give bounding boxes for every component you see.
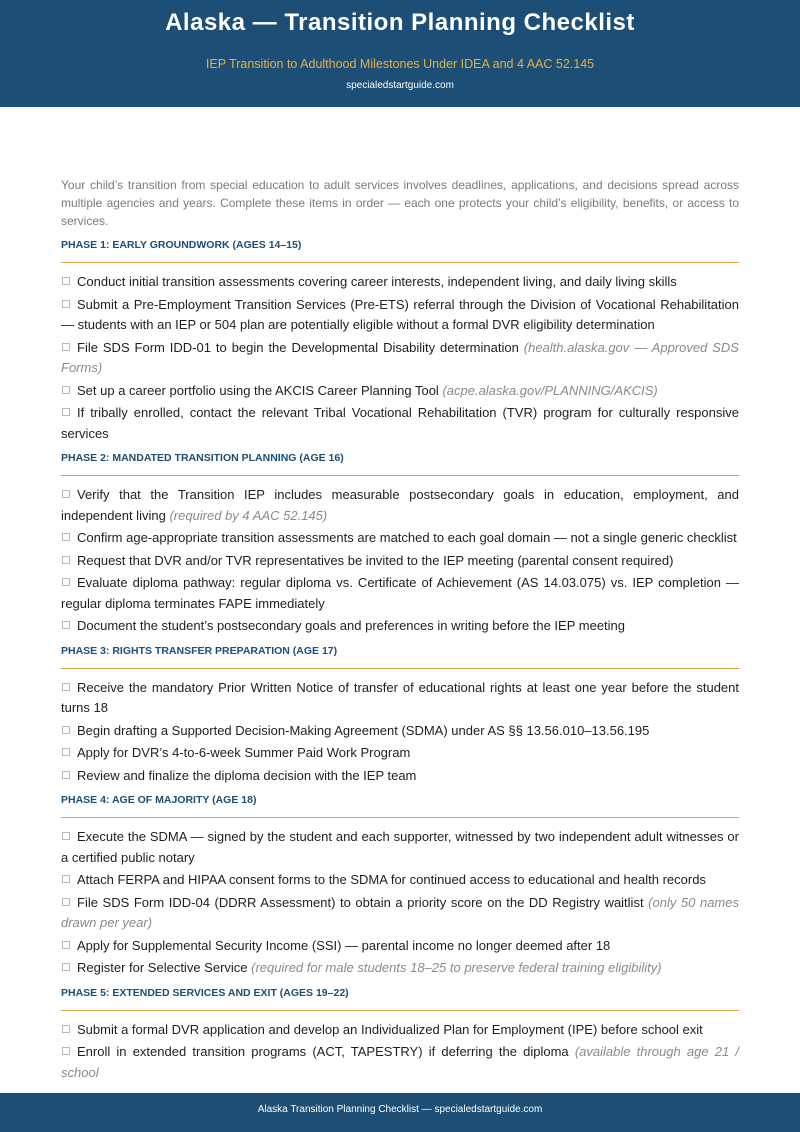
- checklist-item: [61, 958, 739, 979]
- phase-section: [61, 449, 739, 637]
- page-title: Alaska — Transition Planning Checklist: [165, 9, 635, 36]
- checklist-item: [61, 721, 739, 742]
- checklist-item: [61, 678, 739, 719]
- checkbox[interactable]: [62, 771, 70, 779]
- checklist-item: [61, 936, 739, 957]
- checklist-item-text: Register for Selective Service: [77, 960, 248, 975]
- checkbox[interactable]: [62, 683, 70, 691]
- checklist-item-text: Verify that the Transition IEP includes measurable postsecondary goals in education, employment, and independent living: [61, 487, 739, 523]
- phase-list: [61, 236, 739, 1083]
- checklist-item: [61, 272, 739, 293]
- checklist-item: [61, 743, 739, 764]
- checkbox[interactable]: [62, 748, 70, 756]
- checklist-item-text: Set up a career portfolio using the AKCIS Career Planning Tool: [77, 382, 439, 398]
- checkbox[interactable]: [62, 300, 70, 308]
- checklist-item-text: File SDS Form IDD-04 (DDRR Assessment) to obtain a priority score on the DD Registry waitlist: [77, 894, 644, 910]
- phase-title: PHASE 2: MANDATED TRANSITION PLANNING (AGE 16): [61, 449, 739, 476]
- checklist-item-text: Attach FERPA and HIPAA consent forms to the SDMA for continued access to educational and health records: [77, 872, 706, 887]
- checklist-item: [61, 338, 739, 379]
- checkbox[interactable]: [62, 533, 70, 541]
- checkbox[interactable]: [62, 1047, 70, 1055]
- phase-section: [61, 984, 739, 1084]
- checklist-item-text: Document the student’s postsecondary goals and preferences in writing before the IEP meeting: [77, 618, 626, 633]
- checklist-item: [61, 827, 739, 868]
- checkbox[interactable]: [62, 941, 70, 949]
- checklist-item: [61, 870, 739, 891]
- phase-section: [61, 791, 739, 979]
- checklist-item: [61, 295, 739, 336]
- site-url: specialedstartguide.com: [346, 80, 454, 91]
- page-subtitle: IEP Transition to Adulthood Milestones Under IDEA and 4 AAC 52.145: [205, 57, 595, 71]
- checklist-item-text: File SDS Form IDD-01 to begin the Developmental Disability determination: [77, 339, 519, 355]
- intro-paragraph: Your child’s transition from special education to adult services involves deadlines, applications, and decisions spread across multiple agencies and years. Complete these items in order — each one protects your child’s eligibility, benefits, or access to services.: [61, 178, 739, 228]
- phase-section: [61, 236, 739, 444]
- checkbox[interactable]: [62, 726, 70, 734]
- checkbox[interactable]: [62, 963, 70, 971]
- checkbox[interactable]: [62, 386, 70, 394]
- checkbox[interactable]: [62, 343, 70, 351]
- checklist-item-text: Evaluate diploma pathway: regular diploma vs. Certificate of Achievement (AS 14.03.075) vs. IEP completion — regular diploma terminates FAPE immediately: [61, 575, 739, 611]
- checklist-item-note: (health.alaska.gov — Approved SDS Forms): [61, 339, 739, 375]
- checklist-item: [61, 766, 739, 787]
- checklist-item: [61, 1020, 739, 1041]
- checklist-item-text: Execute the SDMA — signed by the student and each supporter, witnessed by two independent adult witnesses or a certified public notary: [61, 829, 739, 865]
- phase-title: PHASE 4: AGE OF MAJORITY (AGE 18): [61, 791, 739, 818]
- checklist-item: [61, 403, 739, 444]
- phase-section: [61, 642, 739, 787]
- phase-title: PHASE 5: EXTENDED SERVICES AND EXIT (AGES 19–22): [61, 984, 739, 1011]
- checklist-item-text: Review and finalize the diploma decision with the IEP team: [77, 767, 417, 783]
- checklist-item: [61, 551, 739, 572]
- checkbox[interactable]: [62, 832, 70, 840]
- checklist-item: [61, 485, 739, 526]
- checkbox[interactable]: [62, 408, 70, 416]
- page-header: [0, 0, 800, 107]
- checklist-item: [61, 1042, 739, 1083]
- checklist-item-note: (required by 4 AAC 52.145): [169, 507, 328, 523]
- phase-title: PHASE 1: EARLY GROUNDWORK (AGES 14–15): [61, 236, 739, 263]
- checklist-item-note: (only 50 names drawn per year): [61, 894, 739, 930]
- checkbox[interactable]: [62, 898, 70, 906]
- checklist-item-text: If tribally enrolled, contact the relevant Tribal Vocational Rehabilitation (TVR) program for culturally responsive services: [61, 405, 739, 441]
- checkbox[interactable]: [62, 556, 70, 564]
- phase-title: PHASE 3: RIGHTS TRANSFER PREPARATION (AGE 17): [61, 642, 739, 669]
- checklist-item: [61, 893, 739, 934]
- checklist-item-text: Receive the mandatory Prior Written Notice of transfer of educational rights at least one year before the student turns 18: [61, 679, 739, 715]
- checklist-item-note: (required for male students 18–25 to preserve federal training eligibility): [251, 960, 662, 975]
- checklist-item-text: Conduct initial transition assessments covering career interests, independent living, and daily living skills: [77, 274, 677, 289]
- checklist-content: [61, 176, 739, 1088]
- checkbox[interactable]: [62, 490, 70, 498]
- checkbox[interactable]: [62, 578, 70, 586]
- checklist-item: [61, 616, 739, 637]
- checkbox[interactable]: [62, 875, 70, 883]
- checklist-item-text: Confirm age-appropriate transition assessments are matched to each goal domain — not a single generic checklist: [77, 530, 737, 545]
- checkbox[interactable]: [62, 1025, 70, 1033]
- checklist-item: [61, 573, 739, 614]
- checklist-item-text: Apply for DVR’s 4-to-6-week Summer Paid Work Program: [77, 745, 411, 760]
- checklist-item-text: Submit a Pre-Employment Transition Services (Pre-ETS) referral through the Division of Vocational Rehabilitation — students with an IEP or 504 plan are potentially eligible without a formal DVR eligibility determination: [61, 296, 739, 332]
- checklist-item-note: (available through age 21 / school: [61, 1044, 739, 1080]
- checkbox[interactable]: [62, 621, 70, 629]
- page-footer: Alaska Transition Planning Checklist — specialedstartguide.com: [0, 1093, 800, 1132]
- checklist-item-text: Enroll in extended transition programs (ACT, TAPESTRY) if deferring the diploma: [77, 1044, 569, 1059]
- checkbox[interactable]: [62, 277, 70, 285]
- checklist-item-text: Submit a formal DVR application and develop an Individualized Plan for Employment (IPE) before school exit: [77, 1021, 703, 1037]
- checklist-item-text: Request that DVR and/or TVR representatives be invited to the IEP meeting (parental consent required): [77, 552, 674, 568]
- checklist-item: [61, 381, 739, 402]
- checklist-item-text: Begin drafting a Supported Decision-Making Agreement (SDMA) under AS §§ 13.56.010–13.56.195: [77, 722, 650, 738]
- checklist-item-note: (acpe.alaska.gov/PLANNING/AKCIS): [442, 382, 658, 398]
- checklist-item-text: Apply for Supplemental Security Income (SSI) — parental income no longer deemed after 18: [77, 937, 611, 953]
- checklist-item: [61, 528, 739, 549]
